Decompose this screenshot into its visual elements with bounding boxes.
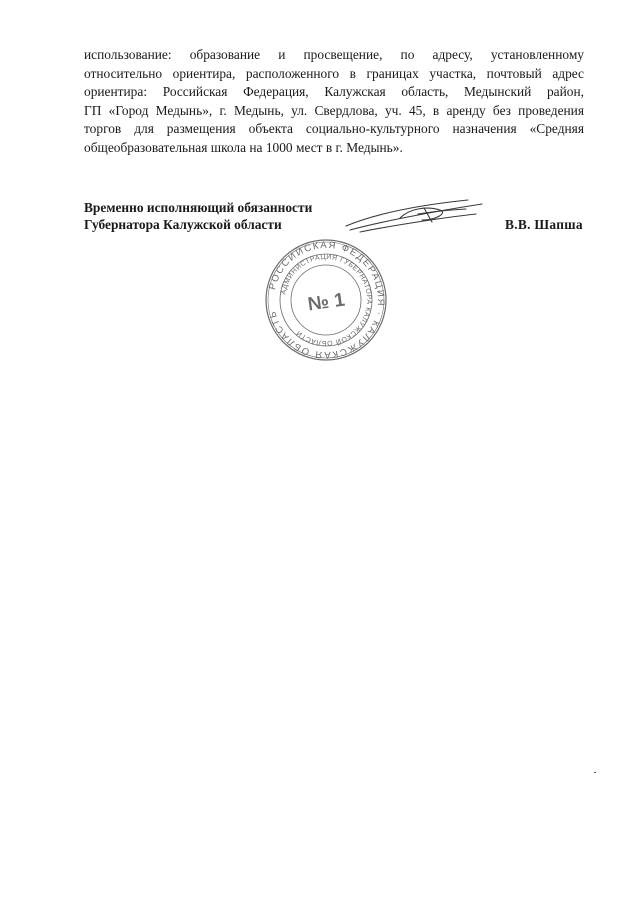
body-paragraph	[84, 46, 584, 158]
body-line: общеобразовательная школа на 1000 мест в г. Медынь».	[84, 139, 403, 155]
seal-outer-text: РОССИЙСКАЯ ФЕДЕРАЦИЯ · КАЛУЖСКАЯ ОБЛАСТЬ	[267, 239, 387, 361]
body-line: ГП «Город Медынь», г. Медынь, ул. Свердлова, уч. 45, в аренду без проведения	[84, 102, 584, 118]
body-line: использование: образование и просвещение, по адресу, установленному	[84, 47, 584, 62]
signatory-title	[84, 199, 312, 233]
body-line: торгов для размещения объекта социально-культурного назначения «Средняя	[84, 121, 584, 137]
signatory-title-line: Временно исполняющий обязанности	[84, 200, 313, 215]
body-line: ориентира: Российская Федерация, Калужская область, Медынский район,	[84, 84, 584, 100]
signatory-title-line: Губернатора Калужской области	[84, 217, 282, 232]
scan-speck	[594, 772, 596, 773]
official-seal	[264, 238, 388, 362]
seal-number: № 1	[306, 289, 347, 316]
seal-inner-text: АДМИНИСТРАЦИЯ ГУБЕРНАТОРА КАЛУЖСКОЙ ОБЛАСТИ	[280, 253, 373, 347]
body-line: относительно ориентира, расположенного в границах участка, почтовый адрес	[84, 65, 584, 81]
signatory-name: В.В. Шапша	[505, 217, 583, 232]
handwritten-signature	[340, 196, 490, 236]
